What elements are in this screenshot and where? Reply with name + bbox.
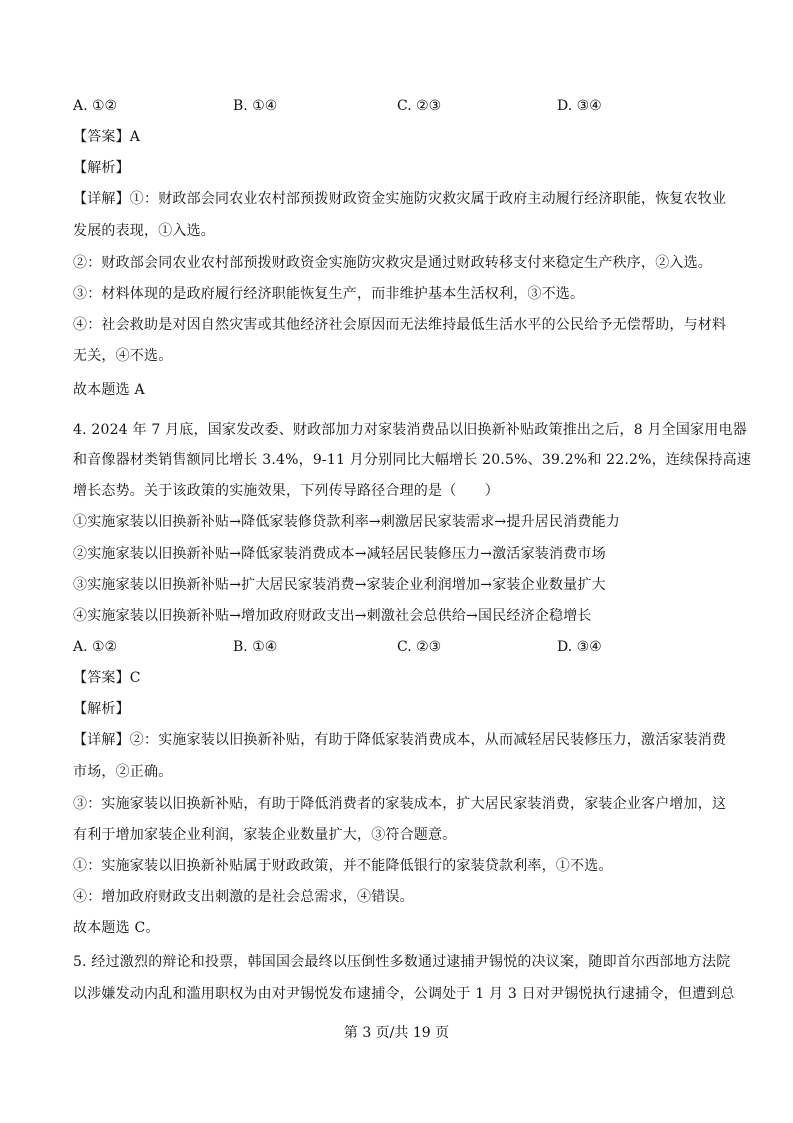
q4-path-2: ②实施家装以旧换新补贴→降低家装消费成本→减轻居民装修压力→激活家装消费市场 (73, 546, 606, 562)
q3-detail-line: ③：材料体现的是政府履行经济职能恢复生产，而非维护基本生活权利，③不选。 (73, 286, 585, 302)
q4-conclusion: 故本题选 C。 (73, 920, 160, 936)
q5-stem-line: 5. 经过激烈的辩论和投票，韩国国会最终以压倒性多数通过逮捕尹锡悦的决议案，随即首尔西部地方法院 (73, 954, 731, 970)
q4-detail-line: ①：实施家装以旧换新补贴属于财政政策，并不能降低银行的家装贷款利率，①不选。 (73, 858, 613, 874)
q3-detail-line: 无关，④不选。 (73, 348, 173, 364)
q4-detail-line: 市场，②正确。 (73, 764, 173, 780)
q4-option-c: C. ②③ (397, 639, 442, 655)
q3-analysis-label: 【解析】 (73, 160, 130, 176)
q4-option-a: A. ①② (73, 639, 118, 655)
q4-detail-line: 【详解】②：实施家装以旧换新补贴，有助于降低家装消费成本，从而减轻居民装修压力，激活家装消费 (73, 732, 727, 748)
q4-answer: 【答案】C (73, 670, 141, 686)
q3-conclusion: 故本题选 A (73, 382, 145, 398)
q4-path-1: ①实施家装以旧换新补贴→降低家装修贷款利率→刺激居民家装需求→提升居民消费能力 (73, 514, 620, 530)
q4-detail-line: ④：增加政府财政支出刺激的是社会总需求，④错误。 (73, 889, 414, 905)
q4-stem-line: 和音像器材类销售额同比增长 3.4%，9-11 月分别同比大幅增长 20.5%、39.2%和 22.2%，连续保持高速 (73, 452, 752, 468)
q3-detail-line: 【详解】①：财政部会同农业农村部预拨财政资金实施防灾救灾属于政府主动履行经济职能，恢复农牧业 (73, 191, 727, 207)
q3-option-b: B. ①④ (233, 98, 278, 114)
q3-option-d: D. ③④ (557, 98, 602, 114)
q4-stem-line: 增长态势。关于该政策的实施效果，下列传导路径合理的是（ ） (73, 483, 499, 499)
q3-detail-line: ②：财政部会同农业农村部预拨财政资金实施防灾救灾是通过财政转移支付来稳定生产秩序，②入选。 (73, 255, 712, 271)
q4-detail-line: 有利于增加家装企业利润，家装企业数量扩大，③符合题意。 (73, 827, 457, 843)
q4-analysis-label: 【解析】 (73, 701, 130, 717)
q3-option-c: C. ②③ (397, 98, 442, 114)
q3-detail-line: 发展的表现，①入选。 (73, 223, 215, 239)
q4-path-4: ④实施家装以旧换新补贴→增加政府财政支出→刺激社会总供给→国民经济企稳增长 (73, 608, 592, 624)
q4-stem-line: 4. 2024 年 7 月底，国家发改委、财政部加力对家装消费品以旧换新补贴政策推出之后，8 月全国家用电器 (73, 422, 747, 438)
q4-detail-line: ③：实施家装以旧换新补贴，有助于降低消费者的家装成本，扩大居民家装消费，家装企业客户增加，这 (73, 796, 727, 812)
q4-path-3: ③实施家装以旧换新补贴→扩大居民家装消费→家装企业利润增加→家装企业数量扩大 (73, 577, 606, 593)
q3-detail-line: ④：社会救助是对因自然灾害或其他经济社会原因而无法维持最低生活水平的公民给予无偿帮助，与材料 (73, 317, 727, 333)
q5-stem-line: 以涉嫌发动内乱和滥用职权为由对尹锡悦发布逮捕令，公调处于 1 月 3 日对尹锡悦执行逮捕令，但遭到总 (73, 986, 735, 1002)
q3-answer: 【答案】A (73, 129, 141, 145)
q4-option-b: B. ①④ (233, 639, 278, 655)
q4-option-d: D. ③④ (557, 639, 602, 655)
page-number: 第 3 页/共 19 页 (343, 1025, 450, 1041)
q3-option-a: A. ①② (73, 98, 118, 114)
